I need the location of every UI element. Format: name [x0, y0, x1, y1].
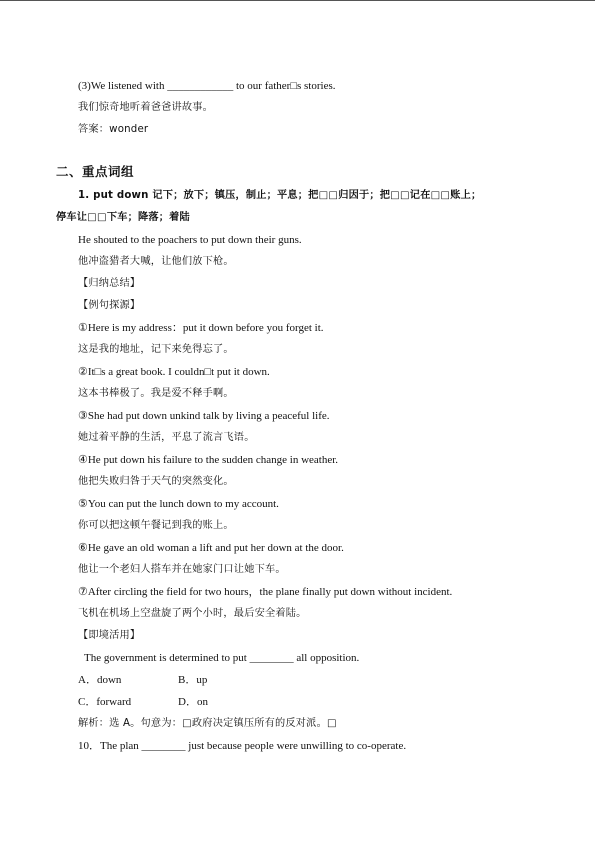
exercise-3-answer: 答案：wonder: [78, 124, 149, 135]
example-3-translation: 她过着平静的生活，平息了流言飞语。: [78, 432, 255, 443]
option-c: C．forward: [78, 696, 132, 708]
exercise-3-sentence: (3)We listened with ____________ to our father□s stories.: [78, 80, 336, 92]
exercise-3-translation: 我们惊奇地听着爸爸讲故事。: [78, 102, 214, 113]
example-2-translation: 这本书棒极了。我是爱不释手啊。: [78, 388, 234, 399]
example-5-translation: 你可以把这顿午餐记到我的账上。: [78, 520, 234, 531]
phrase-1-title: 1. put down 记下；放下；镇压，制止；平息；把□□归因于；把□□记在□□账上；: [78, 190, 482, 201]
intro-sentence: He shouted to the poachers to put down their guns.: [78, 234, 302, 246]
summary-label: 【归纳总结】: [78, 278, 141, 289]
intro-translation: 他冲盗猎者大喊，让他们放下枪。: [78, 256, 234, 267]
example-7-translation: 飞机在机场上空盘旋了两个小时，最后安全着陆。: [78, 608, 307, 619]
option-b: B．up: [178, 674, 208, 686]
example-1-sentence: ①Here is my address：put it down before you forget it.: [78, 322, 324, 334]
section-heading-key-phrases: 二、重点词组: [56, 164, 135, 179]
example-4-translation: 他把失败归咎于天气的突然变化。: [78, 476, 234, 487]
example-5-sentence: ⑤You can put the lunch down to my account.: [78, 498, 279, 510]
example-4-sentence: ④He put down his failure to the sudden change in weather.: [78, 454, 339, 466]
example-3-sentence: ③She had put down unkind talk by living a peaceful life.: [78, 410, 330, 422]
practice-question: The government is determined to put ________ all opposition.: [84, 652, 360, 664]
example-2-sentence: ②It□s a great book. I couldn□t put it down.: [78, 366, 270, 378]
option-d: D．on: [178, 696, 208, 708]
example-1-translation: 这是我的地址，记下来免得忘了。: [78, 344, 234, 355]
examples-label: 【例句探源】: [78, 300, 141, 311]
phrase-1-title-continued: 停车让□□下车；降落；着陆: [56, 212, 190, 223]
options-row-1: [78, 673, 207, 687]
example-6-translation: 他让一个老妇人搭车并在她家门口让她下车。: [78, 564, 286, 575]
option-a: A．down: [78, 674, 122, 686]
answer-explanation: 解析：选 A。句意为：□政府决定镇压所有的反对派。□: [78, 718, 337, 729]
options-row-2: [78, 695, 208, 709]
example-6-sentence: ⑥He gave an old woman a lift and put her down at the door.: [78, 542, 344, 554]
question-10: 10．The plan ________ just because people were unwilling to co-operate.: [78, 740, 407, 752]
practice-label: 【即境活用】: [78, 630, 141, 641]
example-7-sentence: ⑦After circling the field for two hours，the plane finally put down without incident.: [78, 586, 453, 598]
